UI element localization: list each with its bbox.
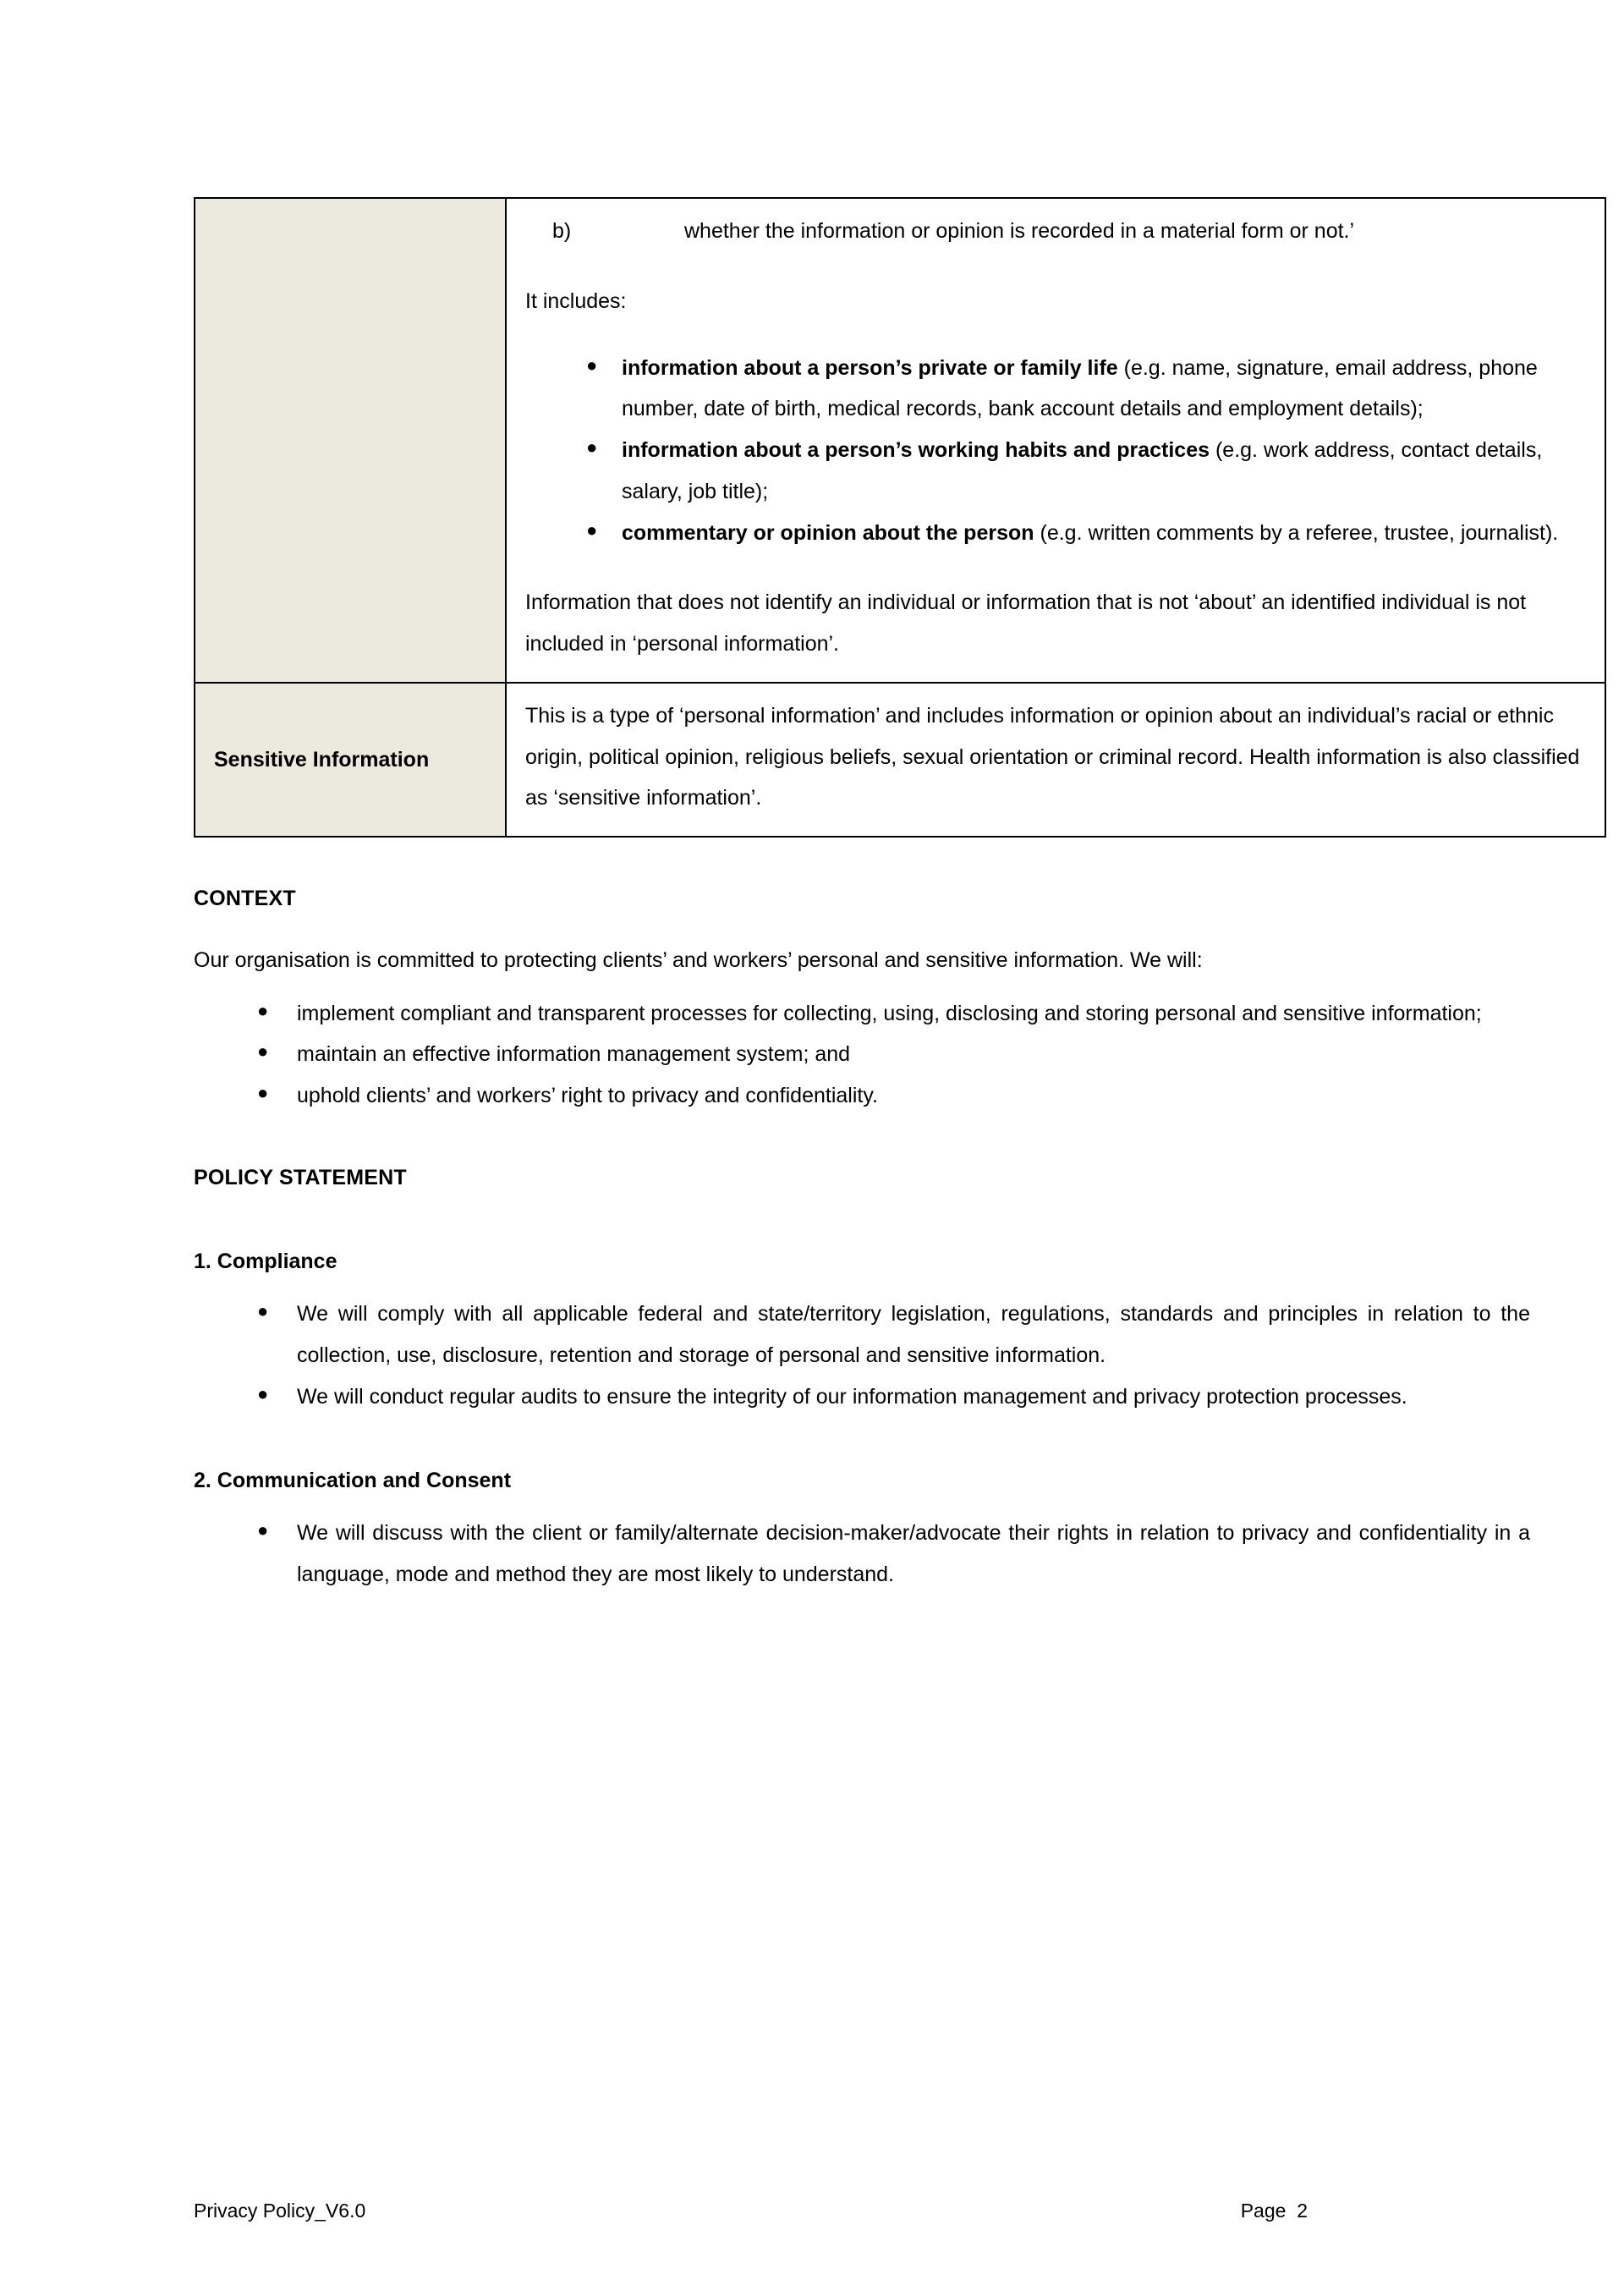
list-item-bold-lead: commentary or opinion about the person — [622, 520, 1034, 545]
table-cell-term-continued — [195, 198, 506, 683]
bullet-dot-icon: ● — [586, 437, 598, 458]
table-cell-term-sensitive-information — [195, 683, 506, 837]
bullet-dot-icon: ● — [586, 354, 598, 376]
lettered-sub-item-b — [525, 211, 1586, 252]
heading-section-1-compliance: 1. Compliance — [194, 1249, 337, 1273]
page-content — [194, 197, 1580, 1596]
list-item-text: We will discuss with the client or family/alternate decision-maker/advocate their rights in relation to privacy and confidentiality in a language, mode and method they are most likely to understand. — [297, 1521, 1530, 1586]
bullet-dot-icon: ● — [257, 1300, 269, 1322]
list-item-text: We will comply with all applicable federal and state/territory legislation, regulations, standards and principles in relation to the collection, use, disclosure, retention and storage of personal and sensitive information. — [297, 1302, 1530, 1367]
list-item — [194, 1075, 1530, 1117]
bullet-dot-icon: ● — [257, 1519, 269, 1541]
list-item — [194, 1513, 1530, 1596]
list-item — [525, 348, 1586, 431]
bullet-dot-icon: ● — [257, 1041, 269, 1063]
personal-information-bullet-list — [525, 348, 1586, 554]
list-item-rest: (e.g. written comments by a referee, trustee, journalist). — [1034, 520, 1559, 545]
bullet-dot-icon: ● — [586, 519, 598, 541]
sub-item-marker: b) — [552, 219, 572, 243]
table-row — [195, 198, 1605, 683]
list-item-rest: (e.g. work address, contact details, salary, job title); — [622, 438, 1543, 503]
communication-consent-bullet-list — [194, 1513, 1530, 1596]
bullet-dot-icon: ● — [257, 999, 269, 1021]
list-item — [194, 1294, 1530, 1376]
page-footer — [194, 2196, 1530, 2226]
list-item — [194, 1034, 1530, 1075]
definition-text: This is a type of ‘personal information’ and includes information or opinion about an individual’s racial or ethnic origin, political opinion, religious beliefs, sexual orientation or criminal record. Health information is also classified as ‘sensitive information’. — [525, 703, 1580, 810]
includes-intro: It includes: — [525, 288, 627, 313]
table-cell-definition-sensitive-information — [506, 683, 1605, 837]
list-item-text: implement compliant and transparent processes for collecting, using, disclosing and storing personal and sensitive information; — [297, 1001, 1482, 1025]
heading-policy-statement: POLICY STATEMENT — [194, 1165, 407, 1189]
context-paragraph: Our organisation is committed to protecting clients’ and workers’ personal and sensitive information. We will: — [194, 948, 1203, 972]
list-item-bold-lead: information about a person’s private or family life — [622, 355, 1118, 380]
bullet-dot-icon: ● — [257, 1382, 269, 1404]
term-label: Sensitive Information — [214, 747, 430, 772]
list-item-rest: (e.g. name, signature, email address, phone number, date of birth, medical records, bank account details and employment details); — [622, 355, 1538, 421]
table-cell-definition-personal-information — [506, 198, 1605, 683]
table-row — [195, 683, 1605, 837]
list-item-text: maintain an effective information management system; and — [297, 1042, 851, 1067]
personal-information-closing-note: Information that does not identify an individual or information that is not ‘about’ an identified individual is not included in ‘personal information’. — [525, 590, 1527, 656]
definitions-table — [194, 197, 1606, 838]
list-item-bold-lead: information about a person’s working habits and practices — [622, 438, 1210, 462]
heading-section-2-communication-and-consent: 2. Communication and Consent — [194, 1468, 512, 1492]
footer-page-number: Page 2 — [1240, 2200, 1308, 2222]
compliance-bullet-list — [194, 1294, 1530, 1417]
context-bullet-list — [194, 993, 1530, 1117]
list-item-text: We will conduct regular audits to ensure the integrity of our information management and privacy protection processes. — [297, 1384, 1407, 1409]
heading-context: CONTEXT — [194, 887, 296, 910]
bullet-dot-icon: ● — [257, 1082, 269, 1103]
list-item — [525, 430, 1586, 513]
list-item — [194, 1376, 1530, 1418]
list-item — [194, 993, 1530, 1035]
list-item-text: uphold clients’ and workers’ right to privacy and confidentiality. — [297, 1084, 878, 1107]
list-item — [525, 513, 1586, 554]
sub-item-text: whether the information or opinion is recorded in a material form or not.’ — [684, 219, 1355, 243]
footer-document-name: Privacy Policy_V6.0 — [194, 2200, 366, 2222]
